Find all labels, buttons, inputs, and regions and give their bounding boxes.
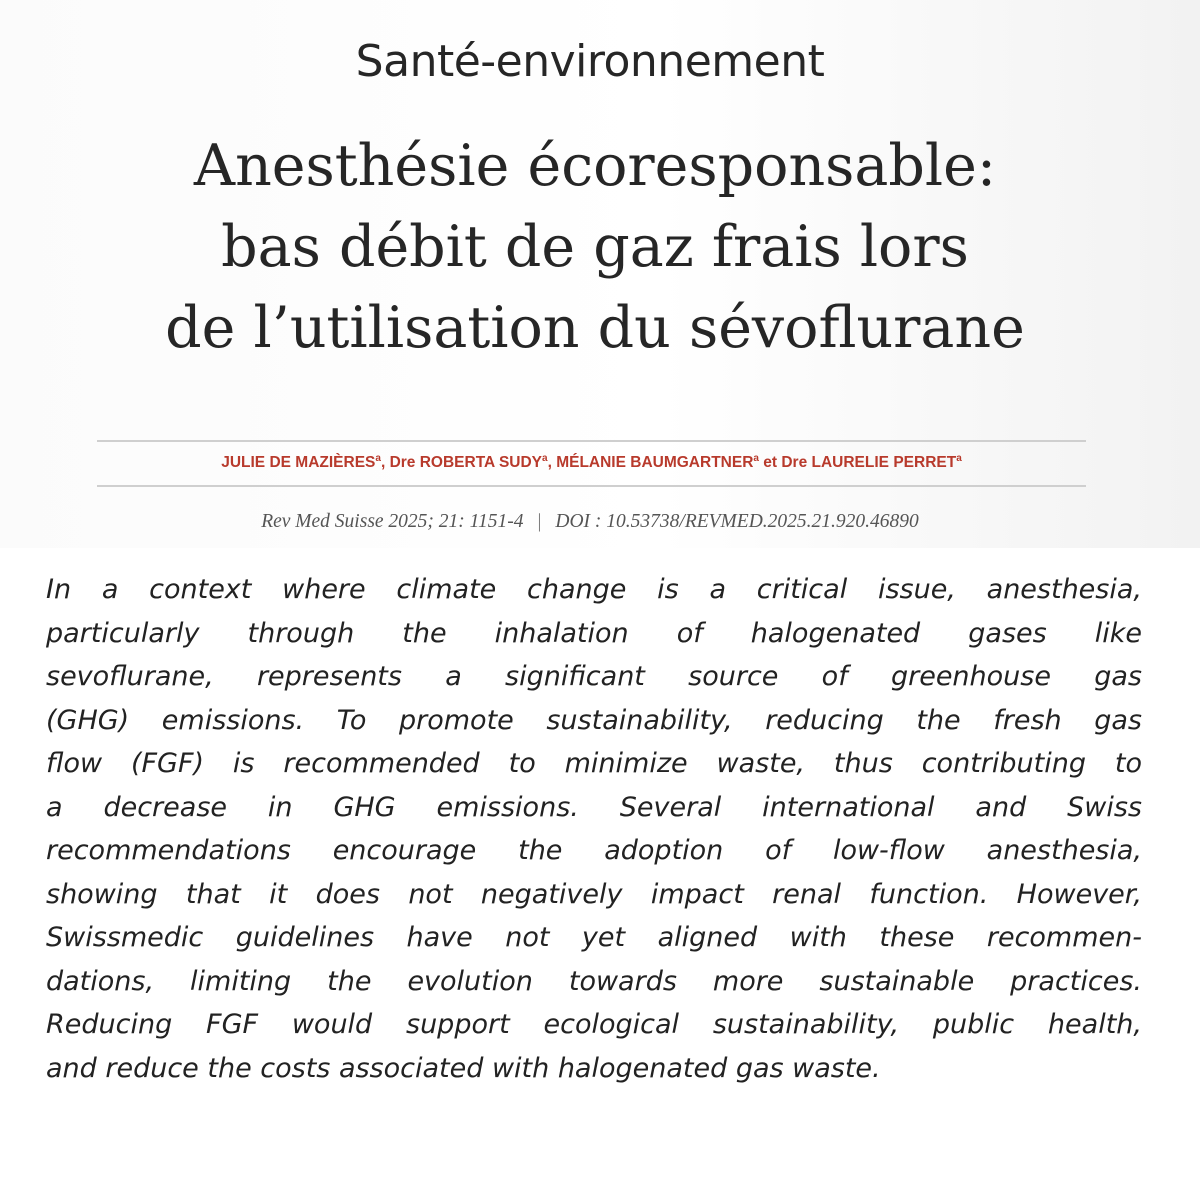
author-name: Dre ROBERTA SUDY [389, 454, 543, 472]
abstract-line: and reduce the costs associated with halogenated gas waste. [46, 1052, 881, 1084]
citation-line [0, 511, 1180, 533]
author-name: MÉLANIE BAUMGARTNER [556, 454, 754, 472]
abstract [46, 568, 1142, 1090]
title-line: Anesthésie écoresponsable: [193, 133, 997, 199]
author-affiliation: a [542, 453, 548, 464]
title-line: de l’utilisation du sévoflurane [165, 295, 1025, 361]
author-affiliation: a [753, 453, 759, 464]
author-name: Dre LAURELIE PERRET [781, 454, 957, 472]
doi-text: DOI : 10.53738/REVMED.2025.21.920.46890 [555, 511, 919, 532]
journal-reference: Rev Med Suisse 2025; 21: 1151-4 [261, 511, 524, 532]
abstract-line: flow (FGF) is recommended to minimize waste, thus contributing to [46, 748, 1142, 779]
abstract-line: particularly through the inhalation of halogenated gases like [46, 617, 1142, 649]
section-rubric: Santé-environnement [355, 36, 825, 87]
article-title [10, 126, 1180, 369]
author-name: JULIE DE MAZIÈRES [221, 454, 376, 472]
abstract-line: Swissmedic guidelines have not yet aligned with these recommen- [46, 922, 1142, 953]
abstract-line: Reducing FGF would support ecological sustainability, public health, [46, 1009, 1142, 1040]
citation-separator: | [537, 511, 542, 532]
author-affiliation: a [956, 453, 962, 464]
abstract-line: (GHG) emissions. To promote sustainability, reducing the fresh gas [46, 704, 1142, 736]
abstract-line: In a context where climate change is a critical issue, anesthesia, [46, 574, 1142, 605]
author-affiliation: a [375, 453, 381, 464]
abstract-line: showing that it does not negatively impact renal function. However, [46, 878, 1142, 910]
author-rule-bottom [97, 485, 1086, 487]
author-list [97, 453, 1086, 472]
abstract-line: a decrease in GHG emissions. Several international and Swiss [46, 791, 1142, 823]
abstract-line: dations, limiting the evolution towards more sustainable practices. [46, 965, 1142, 997]
author-separator: , [380, 454, 390, 472]
author-conjunction: et [758, 454, 782, 472]
abstract-line: sevoflurane, represents a significant source of greenhouse gas [46, 661, 1142, 692]
author-separator: , [547, 454, 557, 472]
author-rule-top [97, 440, 1086, 442]
abstract-line: recommendations encourage the adoption of low-flow anesthesia, [46, 835, 1142, 866]
title-line: bas débit de gaz frais lors [221, 214, 969, 280]
